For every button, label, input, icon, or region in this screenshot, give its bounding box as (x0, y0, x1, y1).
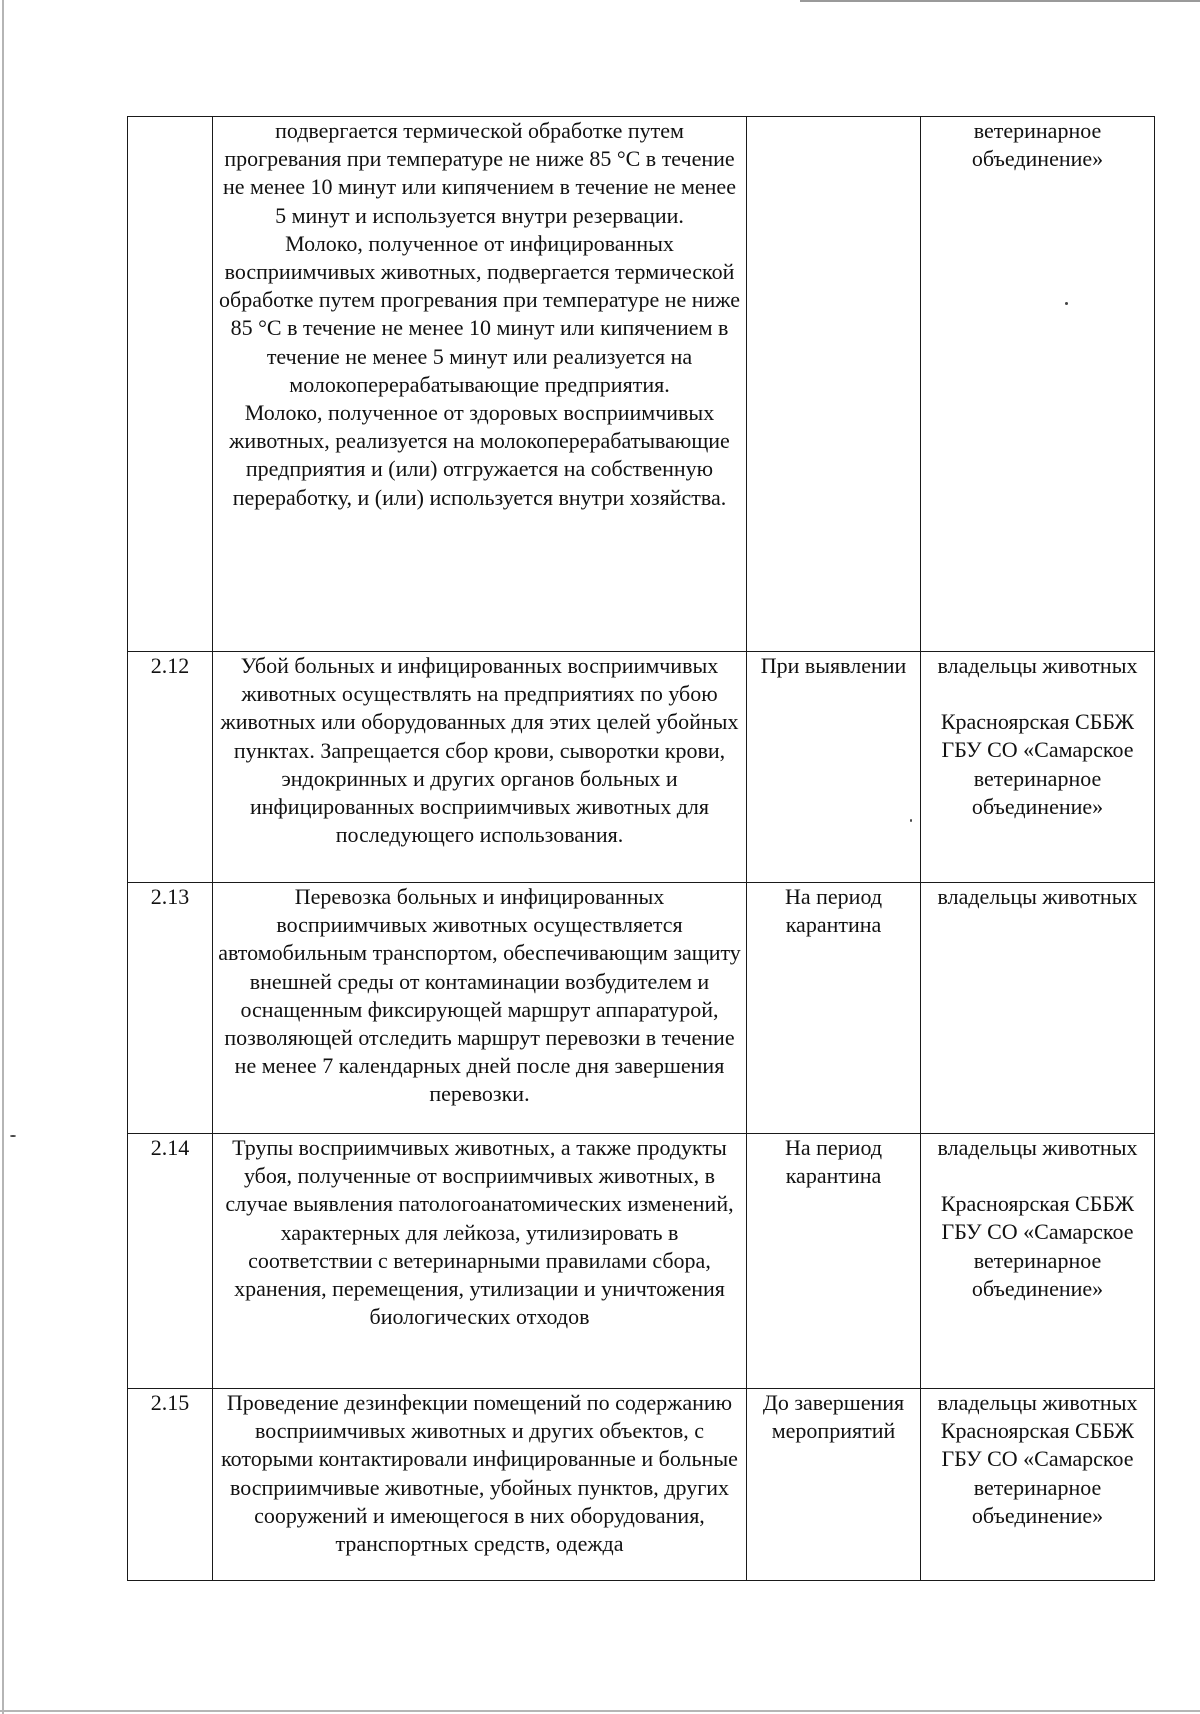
cell-number: 2.12 (128, 652, 213, 883)
cell-responsible (921, 1389, 1155, 1581)
scan-top-edge (800, 0, 1200, 2)
table-row (128, 883, 1155, 1134)
cell-term (747, 117, 921, 652)
cell-action: Проведение дезинфекции помещений по содержанию восприимчивых животных и других объектов, с которыми контактировали инфицированные и больные восприимчивые животные, убойных пунктов, других сооружений и имеющегося в них оборудования, транспортных средств, одежда (213, 1389, 747, 1581)
spacer (925, 680, 1150, 708)
cell-term: До завершения мероприятий (747, 1389, 921, 1581)
responsible-secondary: Красноярская СББЖ ГБУ СО «Самарское ветеринарное объединение» (940, 709, 1135, 819)
action-paragraph: подвергается термической обработке путем прогревания при температуре не ниже 85 °C в течение не менее 10 минут или кипячением в течение не менее 5 минут и используется внутри резервации. (223, 118, 736, 228)
cell-number: 2.14 (128, 1134, 213, 1389)
responsible-secondary: Красноярская СББЖ ГБУ СО «Самарское ветеринарное объединение» (940, 1191, 1135, 1301)
cell-number: 2.15 (128, 1389, 213, 1581)
cell-term: На период карантина (747, 883, 921, 1134)
cell-responsible (921, 117, 1155, 652)
cell-number: 2.13 (128, 883, 213, 1134)
table-row (128, 1134, 1155, 1389)
scan-bottom-edge (0, 1710, 1200, 1712)
action-paragraph: Молоко, полученное от здоровых восприимчивых животных, реализуется на молокоперерабатывающие предприятия и (или) отгружается на собственную переработку, и (или) используется внутри хозяйства. (229, 400, 730, 510)
cell-term: На период карантина (747, 1134, 921, 1389)
cell-responsible (921, 1134, 1155, 1389)
cell-term: При выявлении (747, 652, 921, 883)
table-row (128, 652, 1155, 883)
responsible-primary: владельцы животных (937, 1135, 1138, 1160)
responsible-primary: владельцы животных (937, 884, 1138, 909)
spacer (925, 1162, 1150, 1190)
responsible-line: ветеринарное (973, 118, 1102, 143)
cell-responsible (921, 652, 1155, 883)
cell-action: Трупы восприимчивых животных, а также продукты убоя, полученные от восприимчивых животных, в случае выявления патологоанатомических изменений, характерных для лейкоза, утилизировать в соответствии с ветеринарными правилами сбора, хранения, перемещения, утилизации и уничтожения биологических отходов (213, 1134, 747, 1389)
table-row-continued (128, 117, 1155, 652)
scan-speck (10, 1135, 16, 1137)
responsible-secondary: Красноярская СББЖ ГБУ СО «Самарское ветеринарное объединение» (940, 1418, 1135, 1528)
action-paragraph: Молоко, полученное от инфицированных восприимчивых животных, подвергается термической обработке путем прогревания при температуре не ниже 85 °C в течение не менее 10 минут или кипячением в течение не менее 5 минут или реализуется на молокоперерабатывающие предприятия. (219, 230, 740, 397)
responsible-primary: владельцы животных (937, 653, 1138, 678)
cell-responsible (921, 883, 1155, 1134)
cell-number (128, 117, 213, 652)
measures-table (127, 116, 1155, 1581)
cell-action: Перевозка больных и инфицированных восприимчивых животных осуществляется автомобильным транспортом, обеспечивающим защиту внешней среды от контаминации возбудителем и оснащенным фиксирующей маршрут аппаратурой, позволяющей отследить маршрут перевозки в течение не менее 7 календарных дней после дня завершения перевозки. (213, 883, 747, 1134)
cell-action (213, 117, 747, 652)
responsible-primary: владельцы животных (937, 1390, 1138, 1415)
table-row (128, 1389, 1155, 1581)
responsible-line: объединение» (971, 146, 1104, 172)
cell-action: Убой больных и инфицированных восприимчивых животных осуществлять на предприятиях по убою животных или оборудованных для этих целей убойных пунктах. Запрещается сбор крови, сыворотки крови, эндокринных и других органов больных и инфицированных восприимчивых животных для последующего использования. (213, 652, 747, 883)
scan-left-edge (2, 0, 4, 1714)
